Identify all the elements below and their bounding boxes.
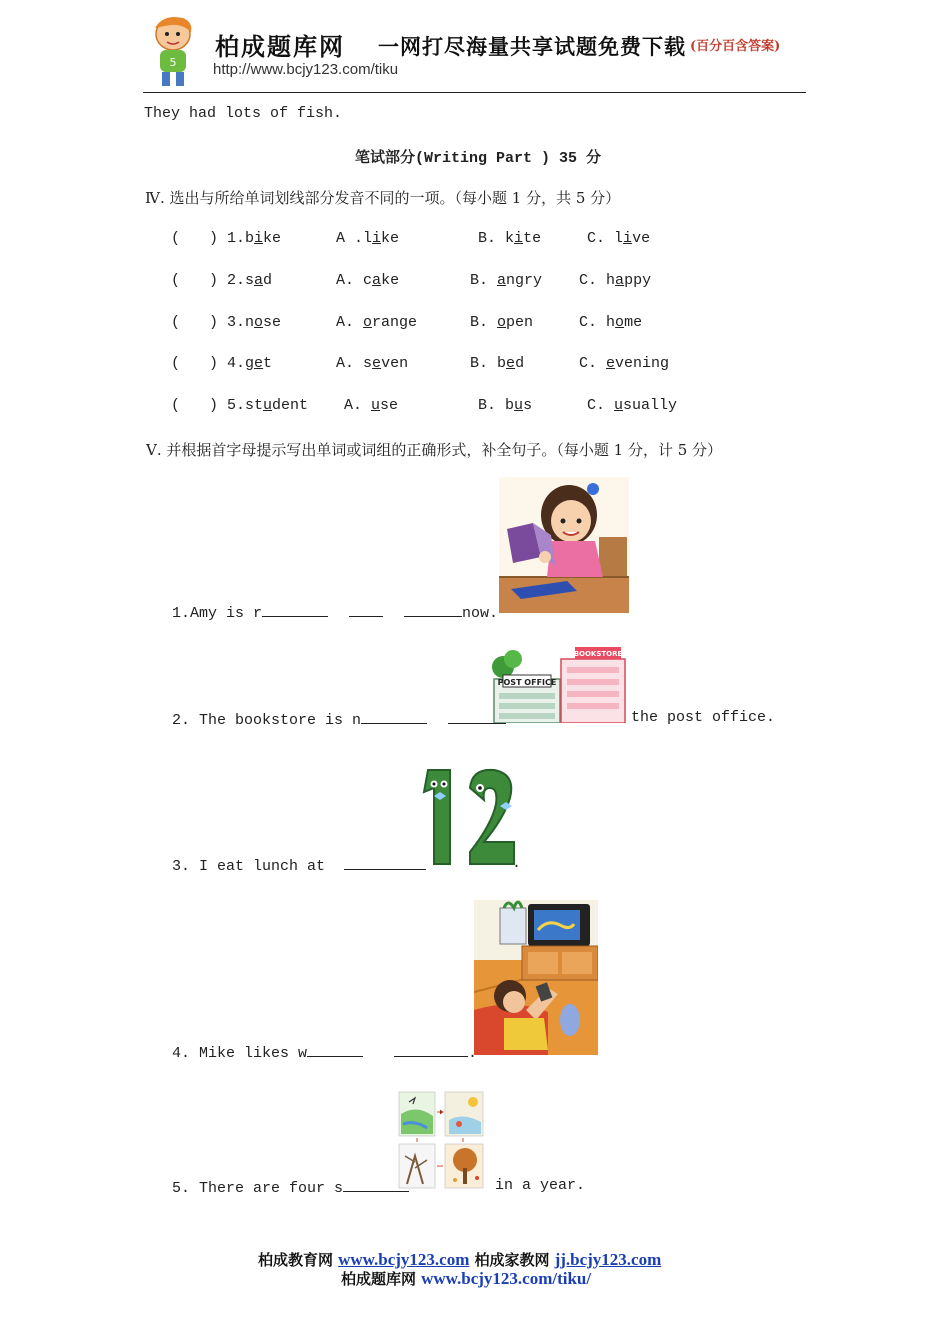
option-c[interactable]: C. usually — [587, 397, 678, 414]
brand-slogan: 一网打尽海量共享试题免费下载 — [378, 34, 686, 59]
girl-reading-picture — [499, 477, 629, 613]
four-seasons-picture — [397, 1090, 487, 1190]
sentence-3 — [172, 855, 426, 875]
part4-heading: Ⅳ. 选出与所给单词划线部分发音不同的一项。（每小题 1 分，共 5 分） — [145, 189, 621, 207]
answer-paren-close[interactable]: ) — [209, 314, 219, 331]
brand-url[interactable]: http://www.bcjy123.com/tiku — [213, 61, 399, 78]
footer-label: 柏成教育网 — [258, 1251, 334, 1269]
answer-paren-close[interactable]: ) — [209, 230, 219, 247]
sentence-2 — [172, 709, 506, 729]
post-office-sign: POST OFFICE — [497, 678, 557, 687]
sentence-5 — [172, 1177, 409, 1197]
sentence-3-end: . — [512, 855, 522, 872]
sentence-1-end: now. — [462, 605, 499, 622]
buildings-picture — [491, 645, 626, 723]
footer-link[interactable]: www.bcjy123.com/tiku/ — [421, 1269, 592, 1288]
svg-text:5: 5 — [169, 56, 177, 69]
answer-paren-close[interactable]: ) — [209, 272, 219, 289]
option-c[interactable]: C. happy — [579, 272, 652, 289]
sentence-4-end: . — [468, 1045, 478, 1062]
sentence-2-end: the post office. — [631, 709, 776, 726]
answer-blank[interactable] — [262, 602, 328, 617]
question-row — [171, 397, 791, 417]
answer-paren-close[interactable]: ) — [209, 397, 219, 414]
answer-paren-close[interactable]: ) — [209, 355, 219, 372]
question-word: 2.sad — [227, 272, 273, 289]
answer-blank[interactable] — [344, 855, 426, 870]
header-divider — [143, 92, 806, 93]
question-row — [171, 355, 791, 375]
sentence-4-text: 4. Mike likes w — [172, 1045, 308, 1062]
sentence-1-text: 1.Amy is r — [172, 605, 263, 622]
sentence-5-text: 5. There are four s — [172, 1180, 344, 1197]
brand-title: 柏成题库网 — [215, 32, 345, 61]
section-title: 笔试部分(Writing Part ) 35 分 — [355, 150, 602, 167]
footer-label: 柏成家教网 — [474, 1251, 550, 1269]
answer-blank[interactable] — [349, 602, 383, 617]
boy-watching-tv-picture — [474, 900, 598, 1055]
option-a[interactable]: A. orange — [336, 314, 418, 331]
option-b[interactable]: B. angry — [470, 272, 543, 289]
footer-link[interactable]: jj.bcjy123.com — [554, 1250, 662, 1269]
answer-paren-open[interactable]: ( — [171, 230, 181, 247]
option-c[interactable]: C. evening — [579, 355, 670, 372]
sentence-3-text: 3. I eat lunch at — [172, 858, 326, 875]
answer-blank[interactable] — [361, 709, 427, 724]
option-b[interactable]: B. open — [470, 314, 534, 331]
option-c[interactable]: C. live — [587, 230, 651, 247]
question-word: 4.get — [227, 355, 273, 372]
footer-link[interactable]: www.bcjy123.com — [338, 1250, 470, 1269]
option-a[interactable]: A. cake — [336, 272, 400, 289]
footer-line-2 — [341, 1268, 591, 1289]
sentence-4 — [172, 1042, 477, 1062]
question-word: 5.student — [227, 397, 309, 414]
answer-blank[interactable] — [307, 1042, 363, 1057]
option-c[interactable]: C. home — [579, 314, 643, 331]
answer-blank[interactable] — [394, 1042, 468, 1057]
question-row — [171, 272, 791, 292]
answer-paren-open[interactable]: ( — [171, 272, 181, 289]
brand-badge: (百分百含答案) — [690, 39, 781, 54]
option-b[interactable]: B. bus — [478, 397, 533, 414]
answer-blank[interactable] — [404, 602, 462, 617]
answer-paren-open[interactable]: ( — [171, 397, 181, 414]
sentence-1 — [172, 602, 498, 622]
option-b[interactable]: B. bed — [470, 355, 525, 372]
mascot-logo — [143, 12, 205, 90]
question-row — [171, 230, 791, 250]
bookstore-sign: BOOKSTORE — [573, 650, 623, 658]
footer-line-1 — [258, 1249, 661, 1270]
sentence-5-end: in a year. — [495, 1177, 586, 1194]
question-row — [171, 314, 791, 334]
option-a[interactable]: A. seven — [336, 355, 409, 372]
answer-paren-open[interactable]: ( — [171, 355, 181, 372]
number-twelve-picture — [418, 766, 518, 868]
answer-blank[interactable] — [343, 1177, 409, 1192]
footer-label: 柏成题库网 — [341, 1270, 417, 1288]
intro-line: They had lots of fish. — [144, 105, 343, 122]
answer-blank[interactable] — [448, 709, 506, 724]
part5-heading: Ⅴ. 并根据首字母提示写出单词或词组的正确形式，补全句子。（每小题 1 分，计 5 分） — [146, 441, 723, 459]
option-a[interactable]: A .like — [336, 230, 400, 247]
question-word: 3.nose — [227, 314, 282, 331]
question-word: 1.bike — [227, 230, 282, 247]
option-b[interactable]: B. kite — [478, 230, 542, 247]
answer-paren-open[interactable]: ( — [171, 314, 181, 331]
sentence-2-text: 2. The bookstore is n — [172, 712, 362, 729]
option-a[interactable]: A. use — [344, 397, 399, 414]
